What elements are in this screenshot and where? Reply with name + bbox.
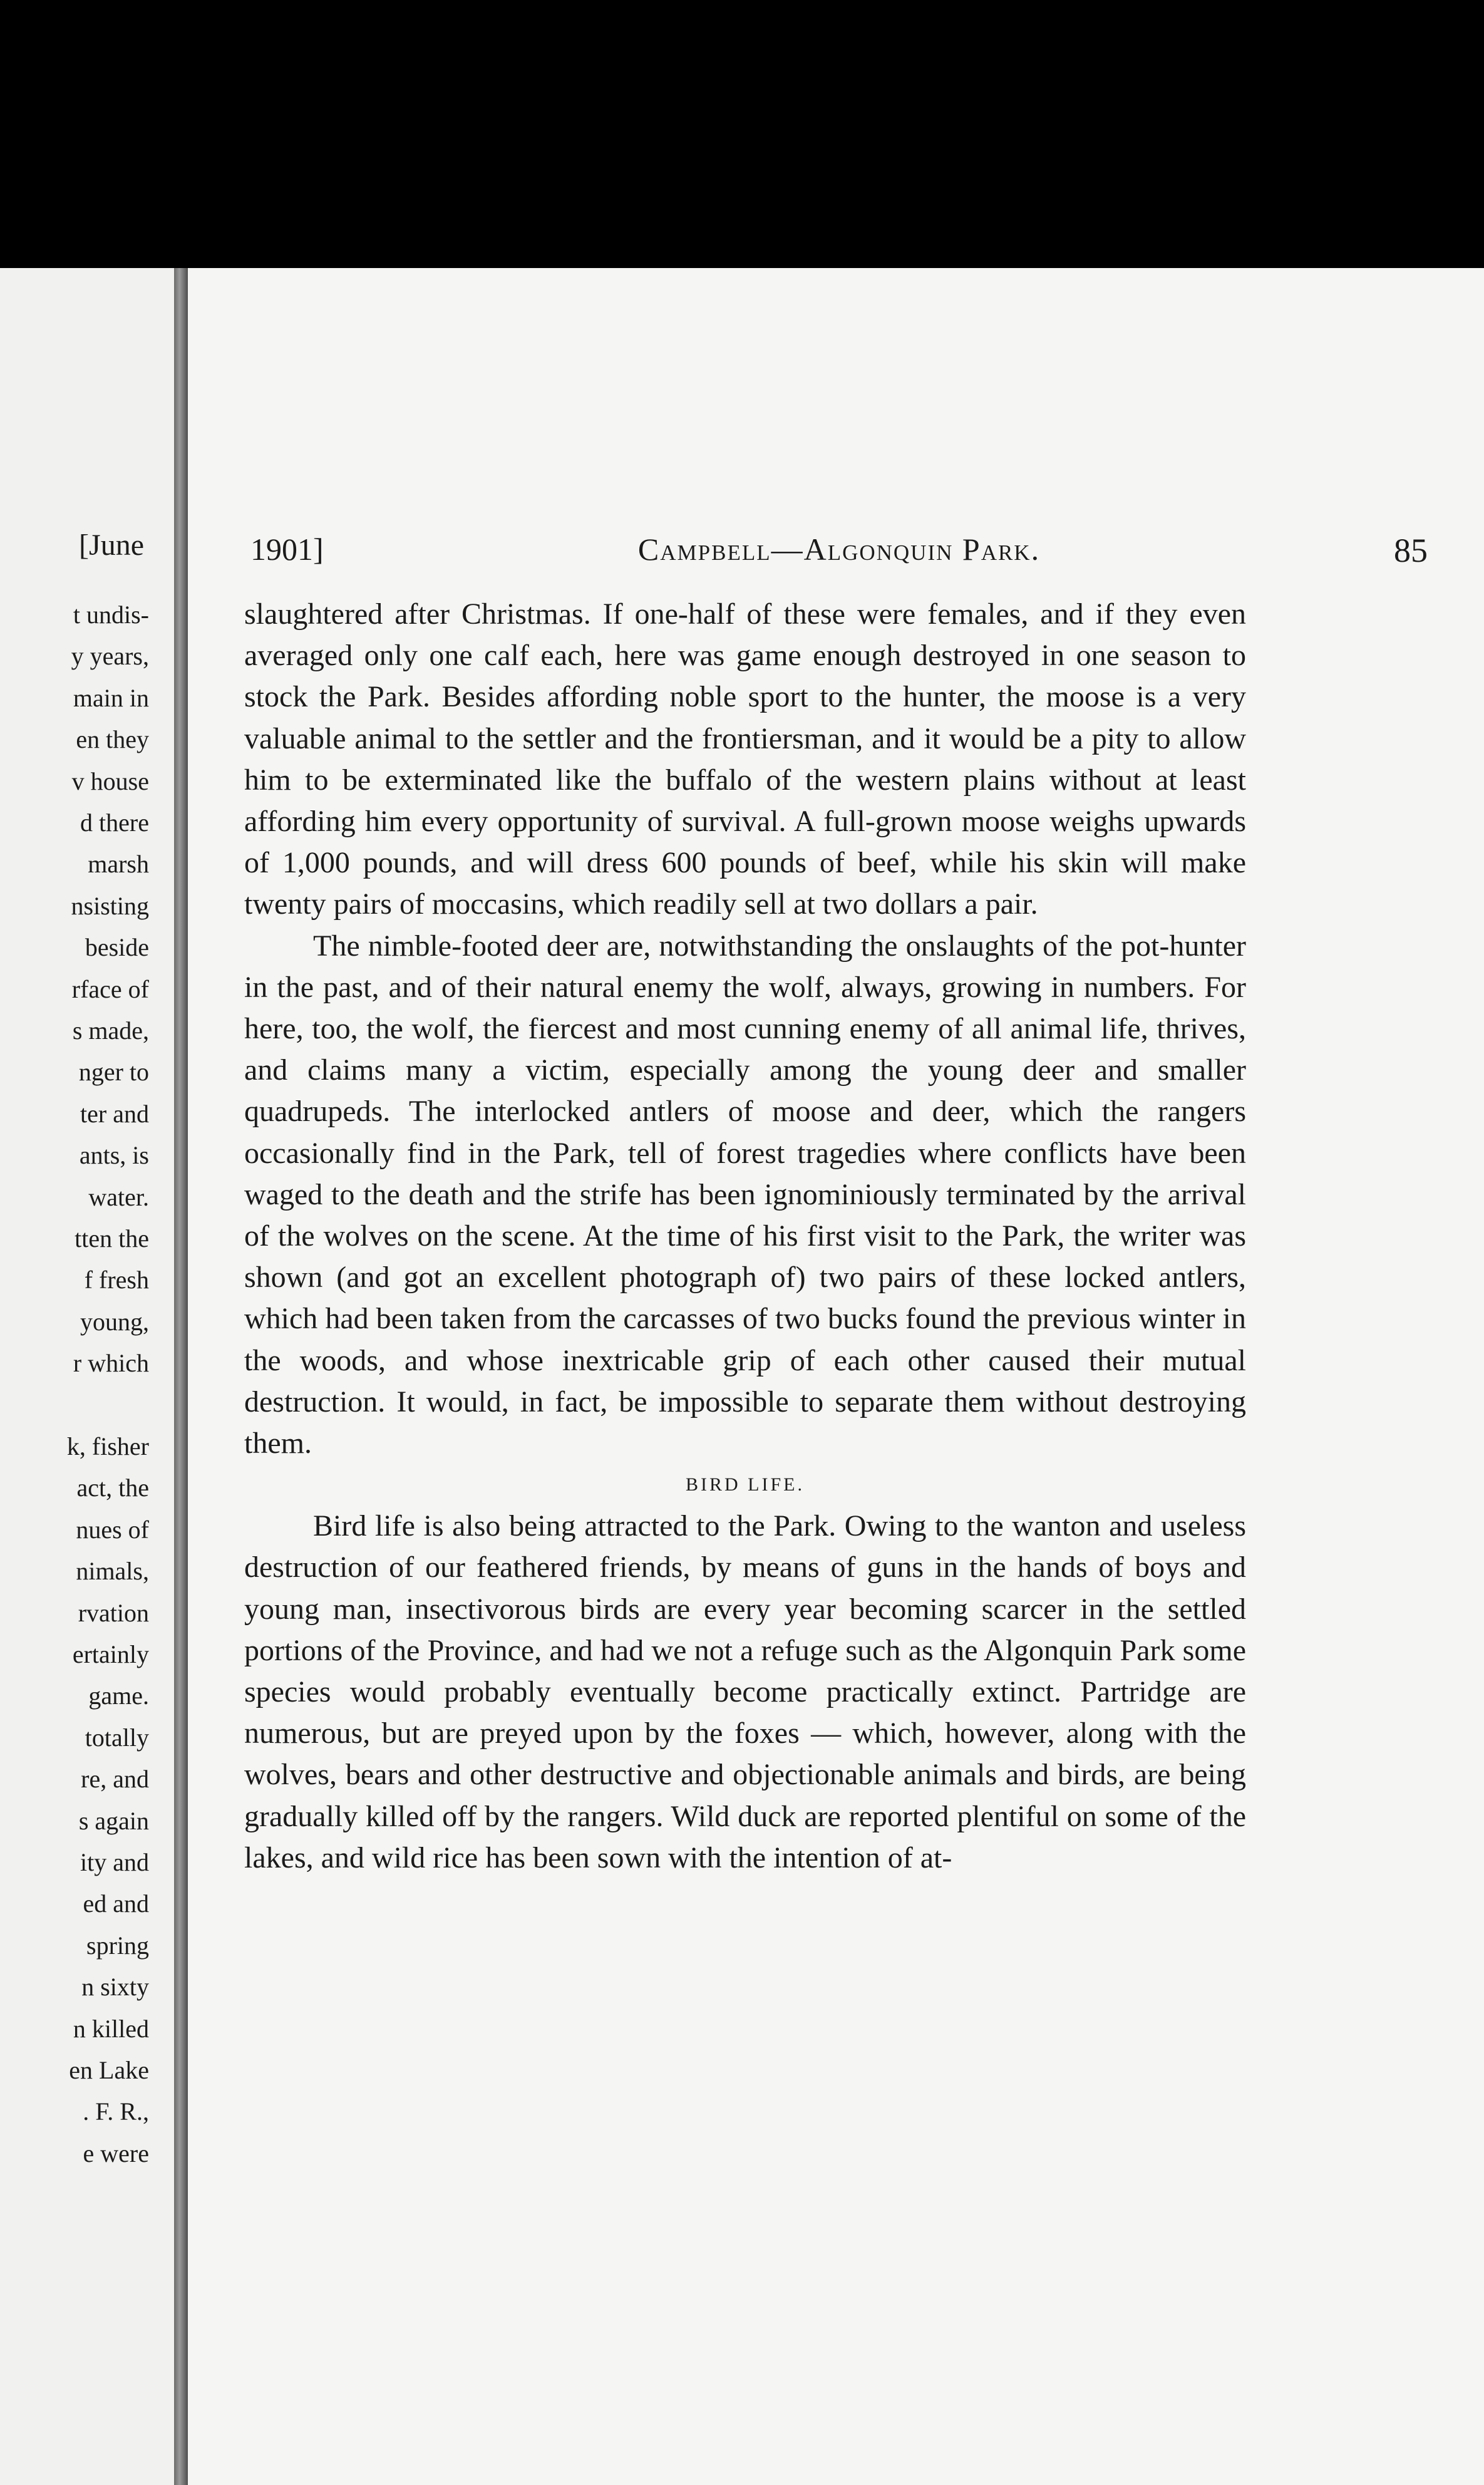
left-page-line: e were: [83, 2139, 149, 2167]
page-number: 85: [1394, 532, 1428, 569]
left-page-line: . F. R.,: [83, 2097, 149, 2126]
left-page-line: nsisting: [71, 891, 149, 920]
left-page-line: ertainly: [72, 1640, 149, 1668]
left-page-line: main in: [73, 683, 149, 712]
body-text: [244, 594, 1246, 1879]
running-head-year: 1901]: [250, 532, 324, 567]
left-page-line: rvation: [78, 1598, 149, 1627]
left-page-line: young,: [80, 1307, 149, 1336]
left-page-fragment: [0, 268, 174, 2485]
left-page-line: game.: [88, 1682, 149, 1710]
left-page-line: d there: [80, 809, 149, 837]
left-page-line: f fresh: [84, 1266, 149, 1294]
left-page-line: n killed: [73, 2014, 149, 2043]
left-page-line: ity and: [80, 1848, 149, 1876]
left-page-line: n sixty: [81, 1973, 149, 2002]
left-page-line: y years,: [71, 642, 149, 671]
running-head: [250, 531, 1428, 575]
paragraph-deer: The nimble-footed deer are, notwithstanding the onslaughts of the pot-hunter in the past, and of their natural enemy the wolf, always, growing in numbers. For here, too, the wolf, the fiercest and most cunning enemy of all animal life, thrives, and claims many a victim, especially among the young deer and smaller quadrupeds. The interlocked antlers of moose and deer, which the rangers occasionally find in the Park, tell of forest tragedies where conflicts have been waged to the death and the strife has been ignominiously terminated by the arrival of the wolves on the scene. At the time of his first visit to the Park, the writer was shown (and got an excellent photograph of) two pairs of these locked antlers, which had been taken from the carcasses of two bucks found the previous winter in the woods, and whose inextricable grip of each other caused their mutual destruction. It would, in fact, be impossible to separate them without destroying them.: [244, 929, 1246, 1460]
left-page-line: tten the: [75, 1224, 149, 1253]
page-gutter: [174, 268, 188, 2485]
left-page-line: re, and: [81, 1765, 149, 1794]
left-page-line: water.: [88, 1182, 149, 1211]
left-page-line: spring: [86, 1931, 149, 1960]
left-page-line: rface of: [71, 974, 149, 1003]
left-page-line: beside: [85, 933, 149, 962]
left-page-line: v house: [71, 767, 149, 795]
left-page-line: nimals,: [76, 1557, 149, 1586]
left-page-line: ed and: [83, 1889, 149, 1918]
left-page-line: en they: [76, 725, 149, 754]
left-page-line: nger to: [78, 1058, 149, 1087]
left-page-line: s again: [78, 1806, 149, 1835]
left-page-line: totally: [85, 1723, 149, 1752]
left-page-header: [June: [79, 529, 144, 562]
left-page-line: t undis-: [73, 601, 149, 629]
left-page-line: en Lake: [69, 2056, 149, 2084]
left-page-line: marsh: [88, 850, 149, 879]
paragraph-birds: Bird life is also being attracted to the Park. Owing to the wanton and useless destruction of our feathered friends, by means of guns in the hands of boys and young man, insectivorous birds are every year becoming scarcer in the settled portions of the Province, and had we not a refuge such as the Algonquin Park some species would probably eventually become practically extinct. Partridge are numerous, but are preyed upon by the foxes — which, however, along with the wolves, bears and other destructive and objectionable animals and birds, are being gradually killed off by the rangers. Wild duck are reported plentiful on some of the lakes, and wild rice has been sown with the intention of at-: [244, 1509, 1246, 1874]
left-page-line: ants, is: [79, 1141, 149, 1170]
main-page: [188, 268, 1484, 2485]
left-page-line: r which: [73, 1349, 149, 1378]
left-page-line: ter and: [80, 1099, 149, 1128]
left-page-line: k, fisher: [66, 1432, 149, 1460]
paragraph-moose: slaughtered after Christmas. If one-half of these were females, and if they even averaged only one calf each, here was game enough destroyed in one season to stock the Park. Besides affording noble sport to the hunter, the moose is a very valuable animal to the settler and the frontiersman, and it would be a pity to allow him to be exterminated like the buffalo of the western plains without at least affording him every opportunity of survival. A full-grown moose weighs upwards of 1,000 pounds, and will dress 600 pounds of beef, while his skin will make twenty pairs of moccasins, which readily sell at two dollars a pair.: [244, 597, 1246, 921]
left-page-line: s made,: [72, 1016, 149, 1045]
left-page-line: nues of: [76, 1515, 149, 1544]
left-page-line: act, the: [76, 1474, 149, 1502]
running-head-title: Campbell—Algonquin Park.: [637, 532, 1041, 567]
section-heading: BIRD LIFE.: [686, 1474, 805, 1496]
